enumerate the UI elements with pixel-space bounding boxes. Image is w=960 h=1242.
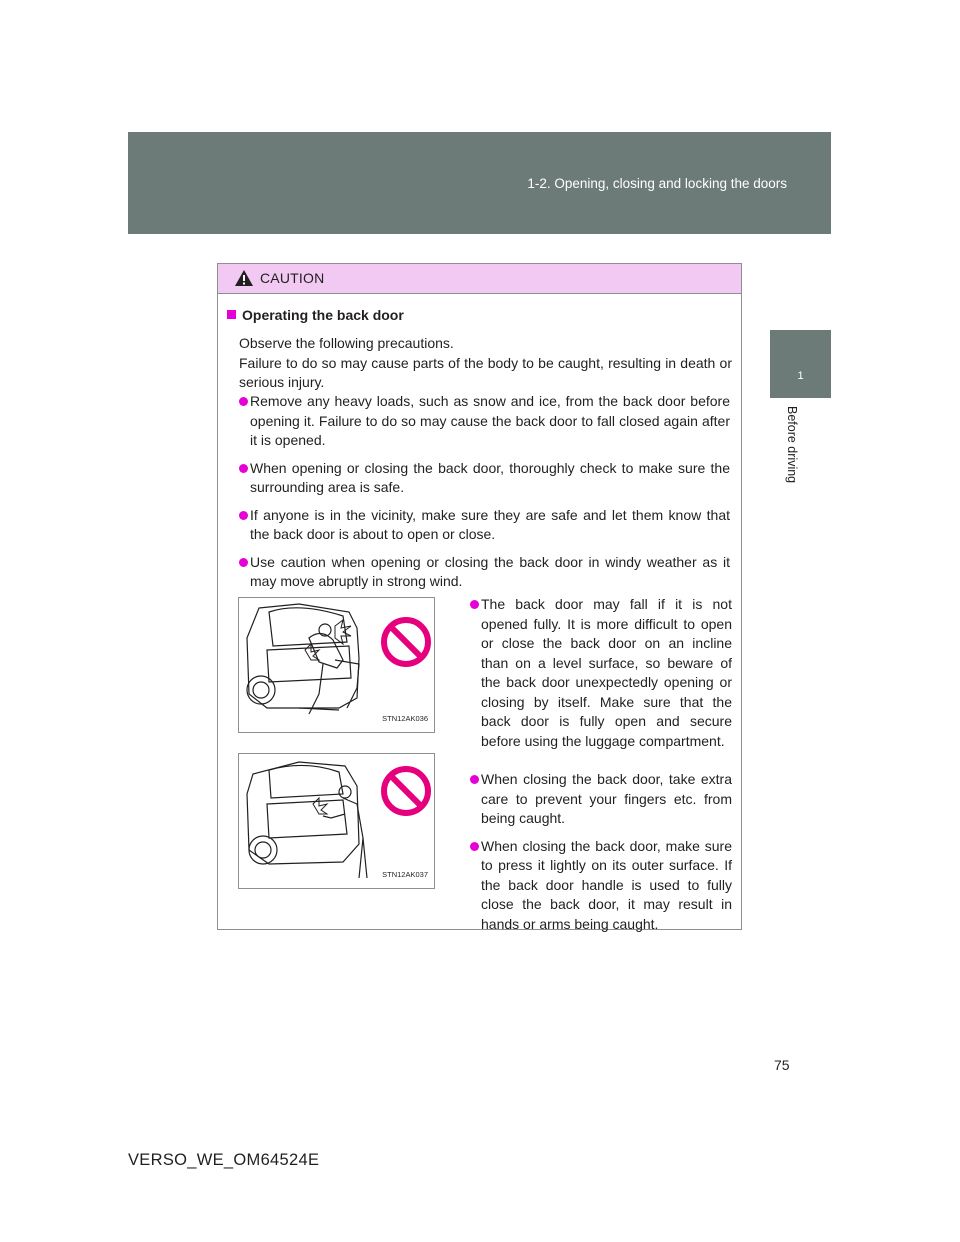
bullet-dot-icon (470, 842, 479, 851)
caution-intro (239, 334, 732, 393)
intro-line: Failure to do so may cause parts of the body to be caught, resulting in death or serious injury. (239, 354, 732, 390)
caution-heading (227, 306, 404, 326)
bullet-dot-icon (239, 464, 248, 473)
caution-heading-text: Operating the back door (242, 307, 404, 323)
list-item: When closing the back door, take extra care to prevent your fingers etc. from being caught. (470, 770, 732, 829)
list-item: Use caution when opening or closing the back door in windy weather as it may move abruptly in strong wind. (239, 553, 730, 592)
caution-box (217, 263, 742, 930)
illustration-code: STN12AK037 (382, 869, 428, 879)
warning-triangle-icon (234, 269, 254, 287)
list-item: Remove any heavy loads, such as snow and ice, from the back door before opening it. Failure to do so may cause the back door to fall closed again after it is opened. (239, 392, 730, 451)
list-item: When opening or closing the back door, thoroughly check to make sure the surrounding area is safe. (239, 459, 730, 498)
caution-content (218, 294, 741, 932)
bullet-dot-icon (239, 511, 248, 520)
illustration-fingers-caught (238, 753, 435, 889)
bullet-dot-icon (239, 397, 248, 406)
caution-label: CAUTION (260, 270, 325, 286)
caution-bullet-list (239, 392, 730, 600)
chapter-label: Before driving (785, 406, 799, 484)
illustration-back-door-falling (238, 597, 435, 733)
square-bullet-icon (227, 310, 236, 319)
intro-line: Observe the following precautions. (239, 335, 454, 351)
bullet-dot-icon (470, 600, 479, 609)
caution-header (218, 264, 741, 294)
bullet-dot-icon (470, 775, 479, 784)
header-band (128, 132, 831, 234)
illustration-1-text (470, 595, 732, 759)
prohibition-icon (384, 620, 428, 664)
document-code: VERSO_WE_OM64524E (128, 1151, 320, 1169)
section-title: 1-2. Opening, closing and locking the doors (527, 176, 787, 191)
chapter-number: 1 (797, 370, 804, 382)
list-item: When closing the back door, make sure to press it lightly on its outer surface. If the back door handle is used to fully close the back door, it may result in hands or arms being caught. (470, 837, 732, 935)
prohibition-icon (384, 769, 428, 813)
illustration-2-text (470, 770, 732, 942)
list-item: The back door may fall if it is not opened fully. It is more difficult to open or close the back door on an incline than on a level surface, so beware of the back door unexpectedly opening or closing by itself. Make sure that the back door is fully open and secure before using the luggage compartment. (470, 595, 732, 751)
chapter-tab[interactable] (770, 330, 831, 398)
list-item: If anyone is in the vicinity, make sure they are safe and let them know that the back door is about to open or close. (239, 506, 730, 545)
chapter-label-container (772, 406, 812, 516)
page-number: 75 (774, 1057, 790, 1073)
illustration-code: STN12AK036 (382, 713, 428, 723)
bullet-dot-icon (239, 558, 248, 567)
